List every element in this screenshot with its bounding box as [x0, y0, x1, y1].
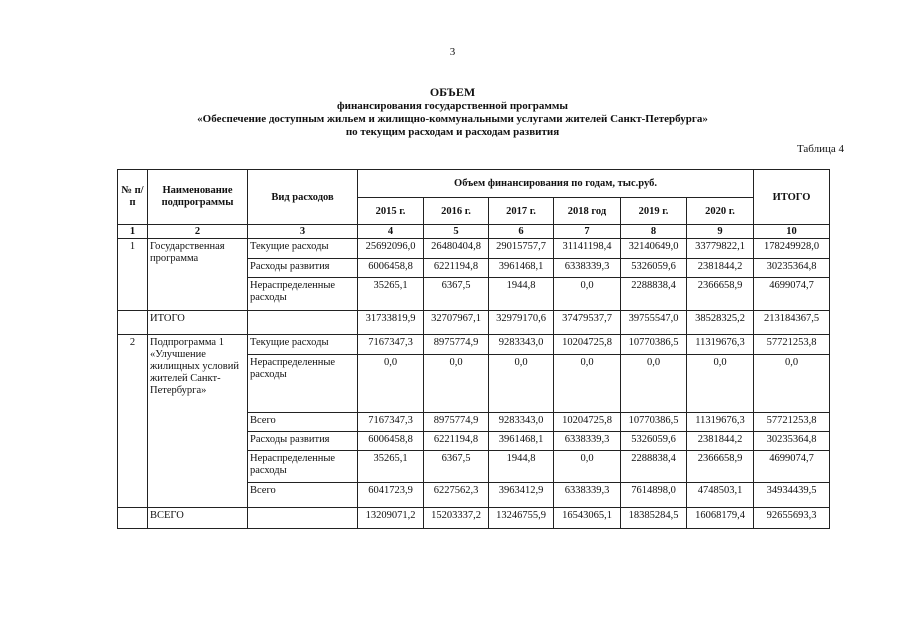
- cell-total: 4699074,7: [754, 278, 830, 311]
- expense-type: Нераспределенные расходы: [248, 278, 358, 311]
- cell-value: 4748503,1: [687, 483, 754, 508]
- cell-value: 2288838,4: [621, 451, 687, 483]
- cell-value: 35265,1: [358, 278, 424, 311]
- cell-value: 6367,5: [424, 451, 489, 483]
- cell-value: 29015757,7: [489, 239, 554, 259]
- cell-value: 1944,8: [489, 278, 554, 311]
- cell-value: 6221194,8: [424, 259, 489, 278]
- empty-cell: [248, 508, 358, 529]
- expense-type: Текущие расходы: [248, 239, 358, 259]
- column-index: 9: [687, 225, 754, 239]
- cell-value: 6221194,8: [424, 432, 489, 451]
- header-year: 2019 г.: [621, 198, 687, 225]
- cell-value: 0,0: [424, 355, 489, 413]
- column-index: 2: [148, 225, 248, 239]
- column-index: 3: [248, 225, 358, 239]
- cell-total: 30235364,8: [754, 432, 830, 451]
- cell-value: 31733819,9: [358, 311, 424, 335]
- empty-cell: [248, 311, 358, 335]
- cell-value: 26480404,8: [424, 239, 489, 259]
- cell-value: 6338339,3: [554, 483, 621, 508]
- cell-value: 10770386,5: [621, 335, 687, 355]
- cell-total: 57721253,8: [754, 335, 830, 355]
- cell-value: 8975774,9: [424, 335, 489, 355]
- cell-total: 34934439,5: [754, 483, 830, 508]
- itogo-label: ИТОГО: [148, 311, 248, 335]
- cell-value: 10204725,8: [554, 413, 621, 432]
- cell-value: 7167347,3: [358, 335, 424, 355]
- subprogram-name: Государственная программа: [148, 239, 248, 311]
- header-financing-volume: Объем финансирования по годам, тыс.руб.: [358, 170, 754, 198]
- expense-type: Всего: [248, 413, 358, 432]
- cell-value: 25692096,0: [358, 239, 424, 259]
- table-label: Таблица 4: [796, 143, 844, 155]
- cell-value: 9283343,0: [489, 413, 554, 432]
- header-year: 2017 г.: [489, 198, 554, 225]
- cell-value: 8975774,9: [424, 413, 489, 432]
- cell-value: 11319676,3: [687, 413, 754, 432]
- expense-type: Расходы развития: [248, 432, 358, 451]
- header-year: 2020 г.: [687, 198, 754, 225]
- column-index: 8: [621, 225, 687, 239]
- cell-value: 10204725,8: [554, 335, 621, 355]
- cell-value: 0,0: [554, 451, 621, 483]
- cell-value: 31141198,4: [554, 239, 621, 259]
- cell-value: 3961468,1: [489, 432, 554, 451]
- header-year: 2018 год: [554, 198, 621, 225]
- row-number: 1: [118, 239, 148, 311]
- header-year: 2015 г.: [358, 198, 424, 225]
- cell-value: 37479537,7: [554, 311, 621, 335]
- cell-value: 6338339,3: [554, 259, 621, 278]
- document-subtitle-line-3: по текущим расходам и расходам развития: [345, 126, 560, 138]
- cell-value: 9283343,0: [489, 335, 554, 355]
- cell-value: 32979170,6: [489, 311, 554, 335]
- table-row: [118, 413, 830, 432]
- cell-value: 5326059,6: [621, 432, 687, 451]
- cell-value: 13246755,9: [489, 508, 554, 529]
- cell-total: 30235364,8: [754, 259, 830, 278]
- cell-value: 0,0: [554, 355, 621, 413]
- cell-value: 10770386,5: [621, 413, 687, 432]
- row-number: 2: [118, 335, 148, 508]
- cell-value: 15203337,2: [424, 508, 489, 529]
- expense-type: Текущие расходы: [248, 335, 358, 355]
- cell-value: 6338339,3: [554, 432, 621, 451]
- cell-value: 33779822,1: [687, 239, 754, 259]
- empty-cell: [148, 413, 248, 508]
- itogo-row: [118, 311, 830, 335]
- cell-value: 3963412,9: [489, 483, 554, 508]
- cell-total: 57721253,8: [754, 413, 830, 432]
- cell-value: 2288838,4: [621, 278, 687, 311]
- cell-value: 0,0: [358, 355, 424, 413]
- cell-value: 2366658,9: [687, 278, 754, 311]
- cell-value: 32707967,1: [424, 311, 489, 335]
- expense-type: Расходы развития: [248, 259, 358, 278]
- cell-value: 5326059,6: [621, 259, 687, 278]
- cell-value: 6006458,8: [358, 432, 424, 451]
- cell-value: 6227562,3: [424, 483, 489, 508]
- cell-value: 18385284,5: [621, 508, 687, 529]
- cell-value: 2381844,2: [687, 432, 754, 451]
- cell-value: 32140649,0: [621, 239, 687, 259]
- page-number: 3: [449, 46, 456, 58]
- header-expense-type: Вид расходов: [248, 170, 358, 225]
- expense-type: Всего: [248, 483, 358, 508]
- cell-total: 178249928,0: [754, 239, 830, 259]
- column-index-row: [118, 225, 830, 239]
- cell-value: 7167347,3: [358, 413, 424, 432]
- empty-cell: [118, 311, 148, 335]
- column-index: 1: [118, 225, 148, 239]
- cell-value: 6006458,8: [358, 259, 424, 278]
- cell-value: 16068179,4: [687, 508, 754, 529]
- expense-type: Нераспределенные расходы: [248, 451, 358, 483]
- document-title: ОБЪЕМ: [429, 85, 476, 99]
- cell-value: 7614898,0: [621, 483, 687, 508]
- document-subtitle-line-1: финансирования государственной программы: [337, 100, 568, 112]
- column-index: 7: [554, 225, 621, 239]
- cell-value: 39755547,0: [621, 311, 687, 335]
- cell-value: 16543065,1: [554, 508, 621, 529]
- header-total: ИТОГО: [754, 170, 830, 225]
- cell-value: 0,0: [554, 278, 621, 311]
- cell-value: 1944,8: [489, 451, 554, 483]
- column-index: 10: [754, 225, 830, 239]
- cell-value: 13209071,2: [358, 508, 424, 529]
- cell-total: 4699074,7: [754, 451, 830, 483]
- header-subprogram-name: Наименование подпрограммы: [148, 170, 248, 225]
- cell-value: 3961468,1: [489, 259, 554, 278]
- cell-value: 0,0: [687, 355, 754, 413]
- expense-type: Нераспределенные расходы: [248, 355, 358, 413]
- vsego-label: ВСЕГО: [148, 508, 248, 529]
- subprogram-name: Подпрограмма 1 «Улучшение жилищных условий жителей Санкт-Петербурга»: [148, 335, 248, 413]
- document-subtitle-line-2: «Обеспечение доступным жильем и жилищно-коммунальными услугами жителей Санкт-Петербурга»: [197, 113, 708, 125]
- vsego-row: [118, 508, 830, 529]
- cell-total: 0,0: [754, 355, 830, 413]
- cell-value: 0,0: [621, 355, 687, 413]
- cell-value: 2381844,2: [687, 259, 754, 278]
- cell-value: 2366658,9: [687, 451, 754, 483]
- header-row: [118, 170, 830, 198]
- cell-value: 6041723,9: [358, 483, 424, 508]
- header-year: 2016 г.: [424, 198, 489, 225]
- cell-total: 213184367,5: [754, 311, 830, 335]
- table-row: [118, 335, 830, 355]
- cell-value: 6367,5: [424, 278, 489, 311]
- empty-cell: [118, 508, 148, 529]
- column-index: 4: [358, 225, 424, 239]
- financing-table: [117, 169, 830, 529]
- column-index: 6: [489, 225, 554, 239]
- cell-value: 38528325,2: [687, 311, 754, 335]
- column-index: 5: [424, 225, 489, 239]
- cell-value: 35265,1: [358, 451, 424, 483]
- cell-value: 0,0: [489, 355, 554, 413]
- table-row: [118, 239, 830, 259]
- cell-value: 11319676,3: [687, 335, 754, 355]
- cell-total: 92655693,3: [754, 508, 830, 529]
- header-num: № п/п: [118, 170, 148, 225]
